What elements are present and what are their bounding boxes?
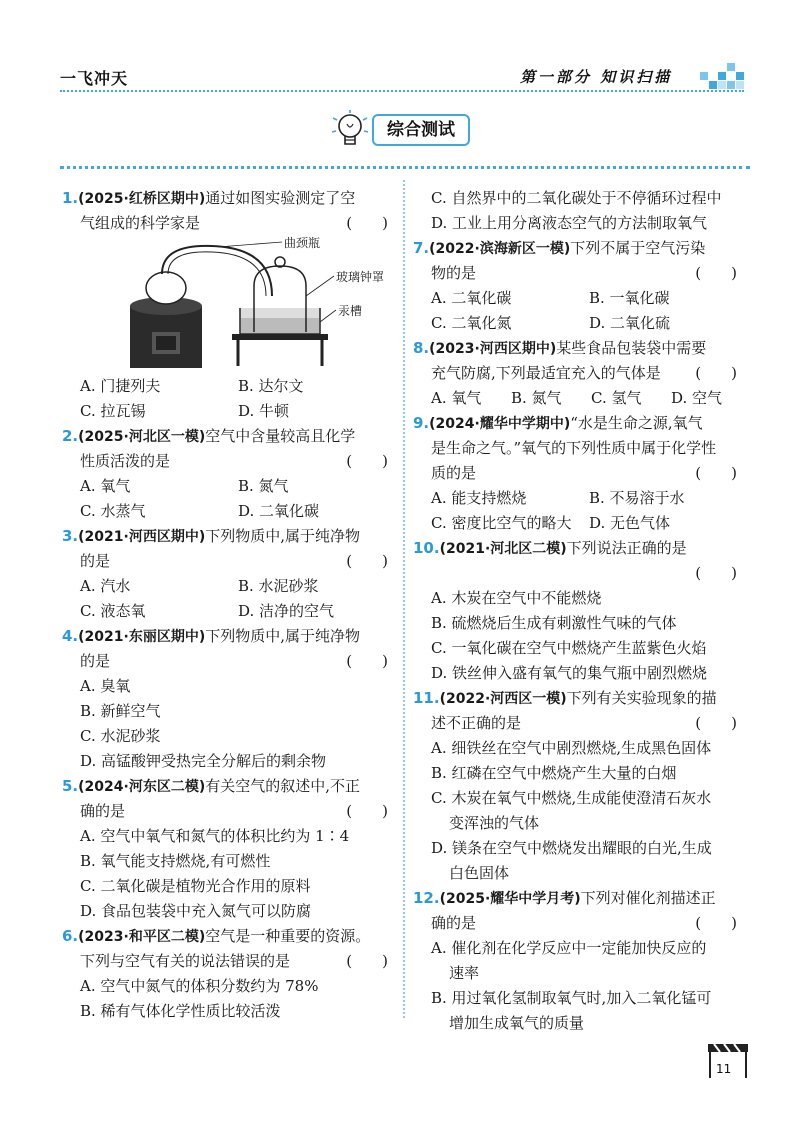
- question-number: 6.: [62, 927, 79, 945]
- option-a[interactable]: A. 空气中氮气的体积分数约为 78%: [80, 977, 319, 995]
- question-5: [62, 774, 398, 924]
- section-title: 第一部分 知识扫描: [520, 68, 673, 86]
- option-a-continued[interactable]: 速率: [449, 964, 480, 982]
- question-source: (2022·河西区一模): [439, 691, 567, 707]
- option-d[interactable]: D. 工业上用分离液态空气的方法制取氧气: [431, 214, 708, 232]
- option-c[interactable]: C. 二氧化碳是植物光合作用的原料: [80, 877, 311, 895]
- question-source: (2021·河北区二模): [439, 541, 567, 557]
- question-text: 下列与空气有关的说法错误的是: [80, 952, 291, 970]
- experiment-figure: [62, 236, 398, 374]
- question-number: 12.: [413, 889, 440, 907]
- page-number: 11: [716, 1062, 732, 1076]
- option-c[interactable]: C. 自然界中的二氧化碳处于不停循环过程中: [431, 189, 722, 207]
- question-number: 3.: [62, 527, 79, 545]
- question-number: 8.: [413, 339, 430, 357]
- question-text: 某些食品包装袋中需要: [556, 339, 707, 357]
- option-d[interactable]: D. 牛顿: [238, 402, 290, 420]
- option-b[interactable]: B. 红磷在空气中燃烧产生大量的白烟: [431, 764, 677, 782]
- option-b-continued[interactable]: 增加生成氧气的质量: [449, 1014, 585, 1032]
- question-source: (2022·滨海新区一模): [429, 241, 571, 257]
- option-b[interactable]: B. 氧气能支持燃烧,有可燃性: [80, 852, 271, 870]
- question-source: (2024·耀华中学期中): [429, 416, 571, 432]
- option-a[interactable]: A. 能支持燃烧: [431, 489, 527, 507]
- option-c[interactable]: C. 二氧化氮: [431, 314, 512, 332]
- option-a[interactable]: A. 门捷列夫: [80, 377, 161, 395]
- option-b[interactable]: B. 不易溶于水: [589, 489, 685, 507]
- question-text: 气组成的科学家是: [80, 214, 201, 232]
- question-6-continued: [413, 186, 747, 236]
- question-text: 是生命之气。”氧气的下列性质中属于化学性: [431, 439, 717, 457]
- option-b[interactable]: B. 一氧化碳: [589, 289, 670, 307]
- answer-blank[interactable]: ( ): [695, 264, 737, 282]
- question-source: (2025·红桥区期中): [78, 191, 206, 207]
- answer-blank[interactable]: ( ): [695, 564, 737, 582]
- question-text: 确的是: [80, 802, 126, 820]
- question-source: (2021·河西区期中): [78, 529, 206, 545]
- bell-jar-label: 玻璃钟罩: [336, 270, 385, 284]
- question-number: 5.: [62, 777, 79, 795]
- left-column: [62, 186, 398, 1024]
- question-source: (2024·河东区二模): [78, 779, 206, 795]
- answer-blank[interactable]: ( ): [695, 714, 737, 732]
- brand-logo: 一飞冲天: [60, 69, 129, 88]
- question-text: 有关空气的叙述中,不正: [205, 777, 361, 795]
- question-number: 4.: [62, 627, 79, 645]
- question-1: [62, 186, 398, 424]
- option-b[interactable]: B. 稀有气体化学性质比较活泼: [80, 1002, 281, 1020]
- option-b[interactable]: B. 用过氧化氢制取氧气时,加入二氧化锰可: [431, 989, 712, 1007]
- option-a[interactable]: A. 氧气: [80, 477, 131, 495]
- question-text: 质的是: [431, 464, 477, 482]
- question-text: 物的是: [431, 264, 477, 282]
- title-divider: [60, 166, 750, 169]
- option-c[interactable]: C. 氢气: [591, 389, 642, 407]
- option-c[interactable]: C. 拉瓦锡: [80, 402, 146, 420]
- lightbulb-icon: [330, 110, 370, 154]
- question-text: 确的是: [431, 914, 477, 932]
- option-d[interactable]: D. 高锰酸钾受热完全分解后的剩余物: [80, 752, 327, 770]
- option-d[interactable]: D. 铁丝伸入盛有氧气的集气瓶中剧烈燃烧: [431, 664, 708, 682]
- answer-blank[interactable]: ( ): [695, 364, 737, 382]
- option-d[interactable]: D. 食品包装袋中充入氮气可以防腐: [80, 902, 312, 920]
- option-a[interactable]: A. 细铁丝在空气中剧烈燃烧,生成黑色固体: [431, 739, 712, 757]
- option-b[interactable]: B. 硫燃烧后生成有刺激性气味的气体: [431, 614, 677, 632]
- question-9: [413, 411, 747, 536]
- option-a[interactable]: A. 空气中氧气和氮气的体积比约为 1∶4: [80, 827, 350, 845]
- question-number: 1.: [62, 189, 79, 207]
- question-10: [413, 536, 747, 686]
- question-source: (2021·东丽区期中): [78, 629, 206, 645]
- option-c[interactable]: C. 密度比空气的略大: [431, 514, 572, 532]
- question-11: [413, 686, 747, 886]
- answer-blank[interactable]: ( ): [346, 802, 388, 820]
- option-d[interactable]: D. 空气: [671, 389, 723, 407]
- question-8: [413, 336, 747, 411]
- right-column: [413, 186, 747, 1036]
- checker-decoration: [700, 62, 746, 92]
- answer-blank[interactable]: ( ): [346, 452, 388, 470]
- answer-blank[interactable]: ( ): [695, 464, 737, 482]
- option-c-continued[interactable]: 变浑浊的气体: [449, 814, 540, 832]
- option-d-continued[interactable]: 白色固体: [449, 864, 510, 882]
- question-2: [62, 424, 398, 524]
- option-b[interactable]: B. 氮气: [238, 477, 289, 495]
- question-7: [413, 236, 747, 336]
- option-a[interactable]: A. 二氧化碳: [431, 289, 512, 307]
- question-number: 9.: [413, 414, 430, 432]
- question-3: [62, 524, 398, 624]
- question-number: 11.: [413, 689, 440, 707]
- question-4: [62, 624, 398, 774]
- trough-label: 汞槽: [338, 304, 363, 318]
- option-a[interactable]: A. 催化剂在化学反应中一定能加快反应的: [431, 939, 707, 957]
- option-b[interactable]: B. 新鲜空气: [80, 702, 161, 720]
- question-text: 的是: [80, 652, 111, 670]
- question-number: 10.: [413, 539, 440, 557]
- question-source: (2023·和平区二模): [78, 929, 206, 945]
- flask-label: 曲颈瓶: [284, 236, 321, 250]
- option-d[interactable]: D. 二氧化碳: [238, 502, 320, 520]
- question-number: 2.: [62, 427, 79, 445]
- question-source: (2023·河西区期中): [429, 341, 557, 357]
- answer-blank[interactable]: ( ): [695, 914, 737, 932]
- question-text: 下列对催化剂描述正: [580, 889, 716, 907]
- question-text: 下列有关实验现象的描: [566, 689, 717, 707]
- option-c[interactable]: C. 水蒸气: [80, 502, 146, 520]
- column-divider: [403, 180, 405, 1018]
- option-c[interactable]: C. 液态氧: [80, 602, 146, 620]
- question-text: 空气中含量较高且化学: [205, 427, 356, 445]
- option-d[interactable]: D. 二氧化硫: [589, 314, 671, 332]
- answer-blank[interactable]: ( ): [346, 652, 388, 670]
- question-text: 空气是一种重要的资源。: [205, 927, 371, 945]
- question-text: “水是生命之源,氧气: [570, 414, 703, 432]
- option-d[interactable]: D. 镁条在空气中燃烧发出耀眼的白光,生成: [431, 839, 712, 857]
- question-text: 性质活泼的是: [80, 452, 171, 470]
- question-text: 充气防腐,下列最适宜充入的气体是: [431, 364, 661, 382]
- question-text: 的是: [80, 552, 111, 570]
- question-text: 下列物质中,属于纯净物: [205, 527, 361, 545]
- answer-blank[interactable]: ( ): [346, 952, 388, 970]
- option-a[interactable]: A. 木炭在空气中不能燃烧: [431, 589, 602, 607]
- question-text: 通过如图实验测定了空: [205, 189, 356, 207]
- option-d[interactable]: D. 无色气体: [589, 514, 671, 532]
- header-rule: [60, 90, 744, 92]
- option-a[interactable]: A. 氧气: [431, 389, 482, 407]
- lavoisier-apparatus-illustration: [122, 236, 362, 374]
- option-c[interactable]: C. 一氧化碳在空气中燃烧产生蓝紫色火焰: [431, 639, 707, 657]
- question-text: 下列不属于空气污染: [570, 239, 706, 257]
- option-b[interactable]: B. 达尔文: [238, 377, 304, 395]
- question-text: 下列说法正确的是: [566, 539, 687, 557]
- question-text: 下列物质中,属于纯净物: [205, 627, 361, 645]
- page-title: 综合测试: [372, 114, 470, 146]
- question-12: [413, 886, 747, 1036]
- answer-blank[interactable]: ( ): [346, 214, 388, 232]
- option-b[interactable]: B. 水泥砂浆: [238, 577, 319, 595]
- option-a[interactable]: A. 汽水: [80, 577, 131, 595]
- option-c[interactable]: C. 木炭在氧气中燃烧,生成能使澄清石灰水: [431, 789, 712, 807]
- question-source: (2025·耀华中学月考): [439, 891, 581, 907]
- answer-blank[interactable]: ( ): [346, 552, 388, 570]
- option-b[interactable]: B. 氮气: [511, 389, 562, 407]
- option-c[interactable]: C. 水泥砂浆: [80, 727, 161, 745]
- question-source: (2025·河北区一模): [78, 429, 206, 445]
- question-text: 述不正确的是: [431, 714, 522, 732]
- question-number: 7.: [413, 239, 430, 257]
- option-a[interactable]: A. 臭氧: [80, 677, 131, 695]
- question-6: [62, 924, 398, 1024]
- option-d[interactable]: D. 洁净的空气: [238, 602, 335, 620]
